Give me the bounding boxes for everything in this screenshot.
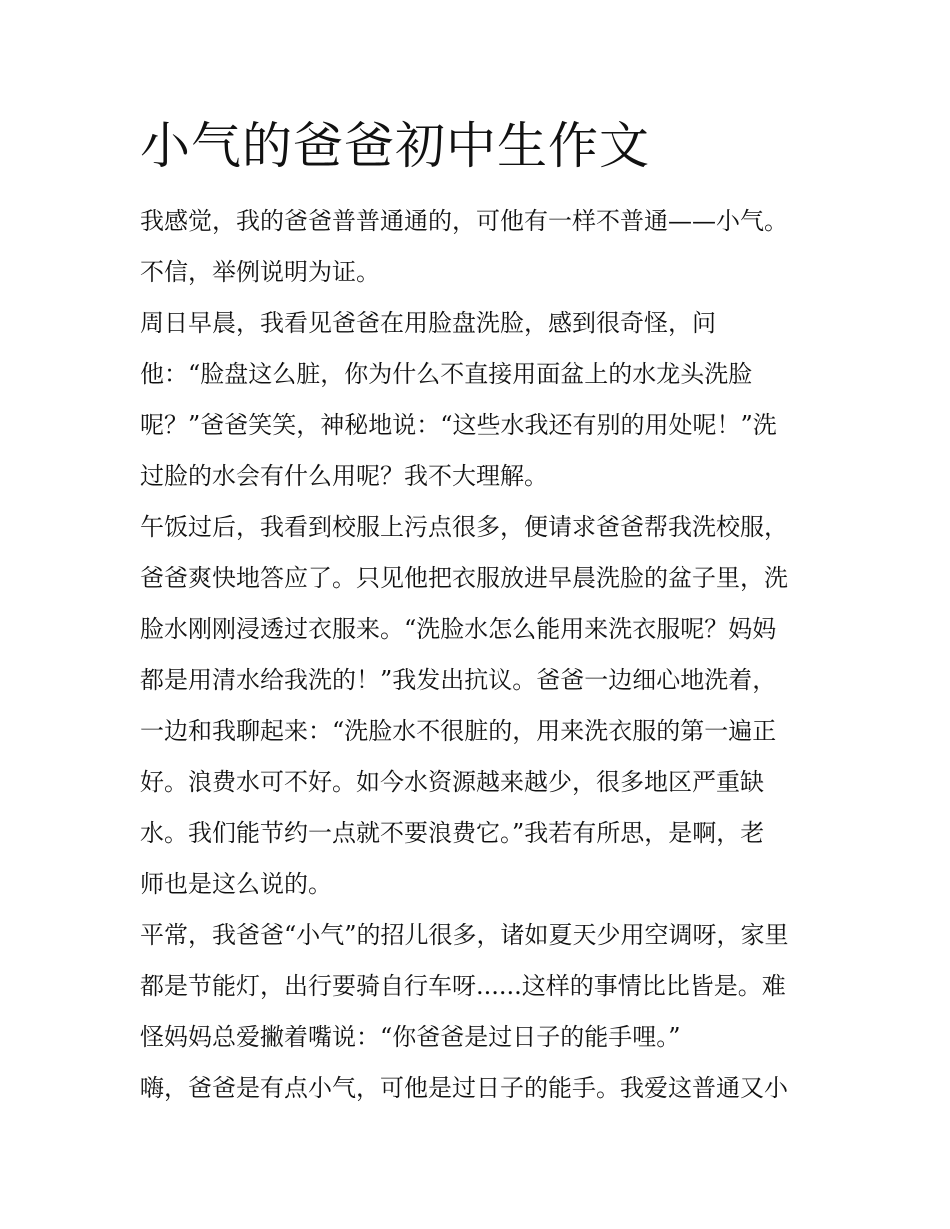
- body-line: 呢？”爸爸笑笑，神秘地说：“这些水我还有别的用处呢！”洗: [140, 411, 777, 439]
- body-line: 水。我们能节约一点就不要浪费它。”我若有所思，是啊，老: [140, 819, 765, 847]
- body-line: 嗨，爸爸是有点小气，可他是过日子的能手。我爱这普通又小: [140, 1074, 788, 1102]
- body-line: 过脸的水会有什么用呢？我不大理解。: [140, 462, 548, 490]
- body-line: 都是用清水给我洗的！”我发出抗议。爸爸一边细心地洗着，: [140, 666, 777, 694]
- body-line: 他：“脸盘这么脏，你为什么不直接用面盆上的水龙头洗脸: [140, 360, 753, 388]
- body-line: 我感觉，我的爸爸普普通通的，可他有一样不普通——小气。: [140, 207, 788, 235]
- document-title: 小气的爸爸初中生作文: [140, 117, 650, 175]
- body-line: 爸爸爽快地答应了。只见他把衣服放进早晨洗脸的盆子里，洗: [140, 564, 788, 592]
- body-line: 师也是这么说的。: [140, 870, 332, 898]
- body-line: 一边和我聊起来：“洗脸水不很脏的，用来洗衣服的第一遍正: [140, 717, 777, 745]
- body-line: 怪妈妈总爱撇着嘴说：“你爸爸是过日子的能手哩。”: [140, 1023, 681, 1051]
- body-line: 午饭过后，我看到校服上污点很多，便请求爸爸帮我洗校服，: [140, 513, 788, 541]
- body-line: 脸水刚刚浸透过衣服来。“洗脸水怎么能用来洗衣服呢？妈妈: [140, 615, 777, 643]
- body-line: 好。浪费水可不好。如今水资源越来越少，很多地区严重缺: [140, 768, 764, 796]
- body-line: 都是节能灯，出行要骑自行车呀......这样的事情比比皆是。难: [140, 972, 786, 1000]
- document-body: [140, 196, 820, 1114]
- body-line: 不信，举例说明为证。: [140, 258, 380, 286]
- body-line: 周日早晨，我看见爸爸在用脸盘洗脸，感到很奇怪，问: [140, 309, 716, 337]
- body-line: 平常，我爸爸“小气”的招儿很多，诸如夏天少用空调呀，家里: [140, 921, 789, 949]
